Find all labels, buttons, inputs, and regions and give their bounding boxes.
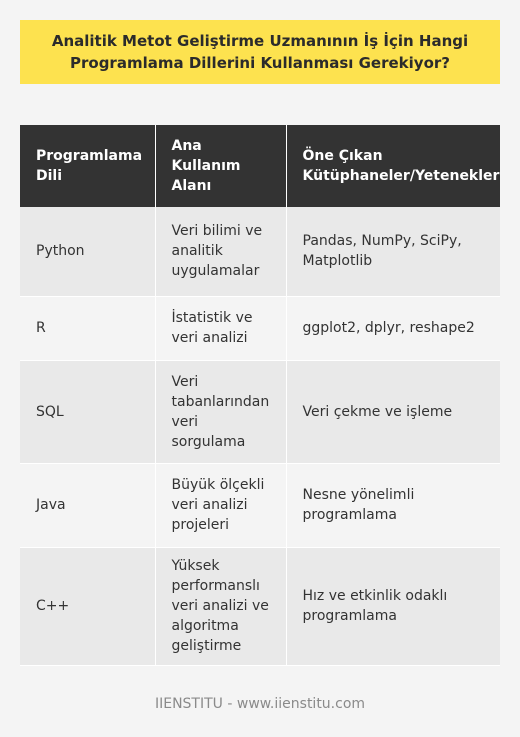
- languages-table-container: [20, 125, 500, 666]
- cell-language: SQL: [20, 360, 155, 463]
- table-header: [20, 125, 500, 207]
- header-row: [20, 125, 500, 207]
- footer-credit: IIENSTITU - www.iienstitu.com: [154, 696, 366, 712]
- cell-language: Python: [20, 207, 155, 296]
- cell-language: Java: [20, 463, 155, 547]
- table-row: [20, 207, 500, 296]
- cell-usage-area: Büyük ölçekli veri analizi projeleri: [155, 463, 286, 547]
- languages-table: [20, 125, 500, 666]
- cell-usage-area: Veri bilimi ve analitik uygulamalar: [155, 207, 286, 296]
- cell-language: C++: [20, 547, 155, 665]
- title-banner: [20, 20, 500, 84]
- cell-usage-area: Yüksek performanslı veri analizi ve algoritma geliştirme: [155, 547, 286, 665]
- cell-libraries: Veri çekme ve işleme: [286, 360, 500, 463]
- column-header-language: Programlama Dili: [20, 125, 155, 207]
- cell-libraries: Nesne yönelimli programlama: [286, 463, 500, 547]
- cell-language: R: [20, 296, 155, 360]
- column-header-libraries: Öne Çıkan Kütüphaneler/Yetenekler: [286, 125, 500, 207]
- table-row: [20, 360, 500, 463]
- cell-libraries: ggplot2, dplyr, reshape2: [286, 296, 500, 360]
- table-row: [20, 463, 500, 547]
- table-row: [20, 296, 500, 360]
- table-body: [20, 207, 500, 665]
- column-header-usage-area: Ana Kullanım Alanı: [155, 125, 286, 207]
- table-row: [20, 547, 500, 665]
- cell-libraries: Pandas, NumPy, SciPy, Matplotlib: [286, 207, 500, 296]
- page-title: Analitik Metot Geliştirme Uzmanının İş İçin Hangi Programlama Dillerini Kullanması Gerekiyor?: [51, 32, 469, 72]
- cell-usage-area: İstatistik ve veri analizi: [155, 296, 286, 360]
- cell-libraries: Hız ve etkinlik odaklı programlama: [286, 547, 500, 665]
- cell-usage-area: Veri tabanlarından veri sorgulama: [155, 360, 286, 463]
